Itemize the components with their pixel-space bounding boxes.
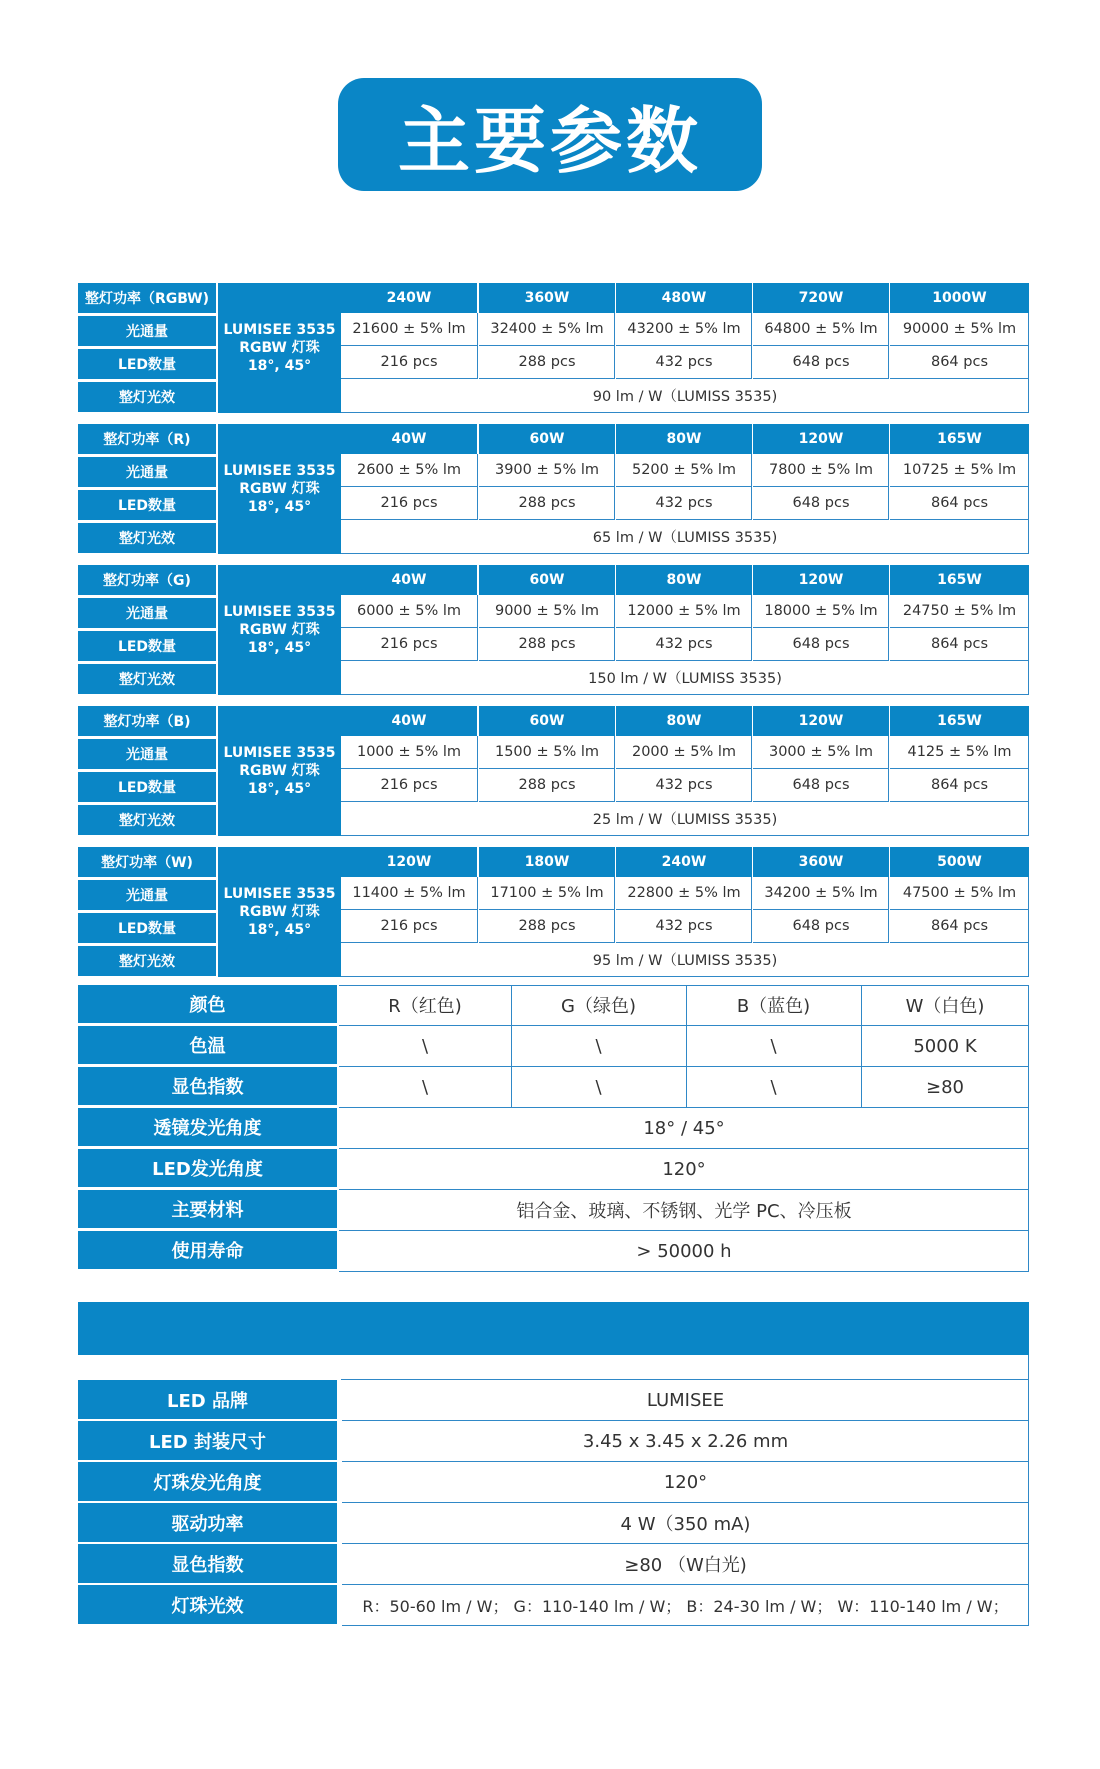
flux-cell: 90000 ± 5% lm xyxy=(890,313,1029,346)
model-line: 18°, 45° xyxy=(247,358,312,374)
power-header: 120W xyxy=(753,706,889,736)
title-banner xyxy=(338,78,762,191)
led-value: LUMISEE xyxy=(342,1380,1029,1421)
spec-value: \ xyxy=(339,1067,511,1108)
power-header: 80W xyxy=(616,706,752,736)
row-label: 整灯光效 xyxy=(78,946,216,976)
spec-value: 18° / 45° xyxy=(339,1108,1029,1149)
spec-label: 显色指数 xyxy=(78,1067,337,1105)
spec-value: \ xyxy=(511,1067,686,1108)
model-line: 18°, 45° xyxy=(247,499,312,515)
count-cell: 432 pcs xyxy=(616,910,752,943)
led-label: 灯珠光效 xyxy=(78,1585,337,1624)
led-value: ≥80 （W白光) xyxy=(342,1544,1029,1585)
power-header: 120W xyxy=(341,847,477,877)
power-label: 整灯功率（G) xyxy=(78,565,216,595)
flux-cell: 24750 ± 5% lm xyxy=(890,595,1029,628)
flux-cell: 1500 ± 5% lm xyxy=(479,736,615,769)
right-border xyxy=(1028,985,1029,1272)
flux-cell: 21600 ± 5% lm xyxy=(341,313,477,346)
flux-cell: 2600 ± 5% lm xyxy=(341,454,477,487)
power-header: 165W xyxy=(890,706,1029,736)
power-header: 240W xyxy=(616,847,752,877)
model-line: RGBW 灯珠 xyxy=(239,763,320,779)
row-label: LED数量 xyxy=(78,913,216,943)
model-line: RGBW 灯珠 xyxy=(239,622,320,638)
spec-value: B（蓝色) xyxy=(686,985,861,1026)
power-header: 240W xyxy=(341,283,477,313)
power-header: 40W xyxy=(341,706,477,736)
flux-cell: 5200 ± 5% lm xyxy=(616,454,752,487)
column-divider xyxy=(751,313,752,379)
section-bar-gap xyxy=(341,1355,1029,1380)
column-divider xyxy=(888,736,889,802)
spec-value: > 50000 h xyxy=(339,1231,1029,1272)
flux-cell: 17100 ± 5% lm xyxy=(479,877,615,910)
spec-label: 颜色 xyxy=(78,985,337,1023)
spec-label: 使用寿命 xyxy=(78,1231,337,1269)
section-bar xyxy=(78,1302,1029,1355)
row-label: 光通量 xyxy=(78,598,216,628)
model-line: LUMISEE 3535 xyxy=(223,886,336,902)
column-divider xyxy=(477,877,478,943)
flux-cell: 3900 ± 5% lm xyxy=(479,454,615,487)
power-label: 整灯功率（RGBW) xyxy=(78,283,216,313)
spec-value: W（白色) xyxy=(861,985,1029,1026)
spec-table xyxy=(78,985,1029,1265)
flux-cell: 2000 ± 5% lm xyxy=(616,736,752,769)
power-label: 整灯功率（B) xyxy=(78,706,216,736)
model-cell xyxy=(218,706,341,836)
column-divider xyxy=(614,736,615,802)
count-cell: 216 pcs xyxy=(341,628,477,661)
led-label: 灯珠发光角度 xyxy=(78,1462,337,1501)
spec-value: 5000 K xyxy=(861,1026,1029,1067)
count-cell: 864 pcs xyxy=(890,628,1029,661)
led-label: LED 封装尺寸 xyxy=(78,1421,337,1460)
power-header: 1000W xyxy=(890,283,1029,313)
model-line: 18°, 45° xyxy=(247,922,312,938)
model-line: LUMISEE 3535 xyxy=(223,322,336,338)
flux-cell: 32400 ± 5% lm xyxy=(479,313,615,346)
count-cell: 288 pcs xyxy=(479,346,615,379)
flux-cell: 4125 ± 5% lm xyxy=(890,736,1029,769)
spec-value: G（绿色) xyxy=(511,985,686,1026)
spec-value: \ xyxy=(511,1026,686,1067)
spec-value: \ xyxy=(686,1026,861,1067)
power-header: 40W xyxy=(341,565,477,595)
model-line: 18°, 45° xyxy=(247,781,312,797)
model-line: LUMISEE 3535 xyxy=(223,463,336,479)
power-header: 60W xyxy=(479,565,615,595)
row-label: 整灯光效 xyxy=(78,805,216,835)
row-label: LED数量 xyxy=(78,772,216,802)
efficacy-cell: 65 lm / W（LUMISS 3535) xyxy=(341,520,1029,554)
power-table-0 xyxy=(78,283,1029,413)
efficacy-cell: 90 lm / W（LUMISS 3535) xyxy=(341,379,1029,413)
count-cell: 288 pcs xyxy=(479,910,615,943)
model-cell xyxy=(218,424,341,554)
column-divider xyxy=(686,985,687,1108)
spec-value: R（红色) xyxy=(339,985,511,1026)
power-header: 500W xyxy=(890,847,1029,877)
count-cell: 288 pcs xyxy=(479,628,615,661)
column-divider xyxy=(614,877,615,943)
count-cell: 216 pcs xyxy=(341,346,477,379)
led-label: 驱动功率 xyxy=(78,1503,337,1542)
spec-label: 色温 xyxy=(78,1026,337,1064)
led-value: 120° xyxy=(342,1462,1029,1503)
count-cell: 216 pcs xyxy=(341,487,477,520)
row-label: 光通量 xyxy=(78,316,216,346)
flux-cell: 64800 ± 5% lm xyxy=(753,313,889,346)
spec-value: ≥80 xyxy=(861,1067,1029,1108)
model-line: 18°, 45° xyxy=(247,640,312,656)
count-cell: 432 pcs xyxy=(616,346,752,379)
efficacy-cell: 150 lm / W（LUMISS 3535) xyxy=(341,661,1029,695)
flux-cell: 18000 ± 5% lm xyxy=(753,595,889,628)
model-cell xyxy=(218,847,341,977)
power-table-2 xyxy=(78,565,1029,695)
row-label: LED数量 xyxy=(78,631,216,661)
power-header: 480W xyxy=(616,283,752,313)
flux-cell: 11400 ± 5% lm xyxy=(341,877,477,910)
spec-value: 120° xyxy=(339,1149,1029,1190)
flux-cell: 7800 ± 5% lm xyxy=(753,454,889,487)
flux-cell: 10725 ± 5% lm xyxy=(890,454,1029,487)
spec-value: \ xyxy=(686,1067,861,1108)
column-divider xyxy=(614,313,615,379)
column-divider xyxy=(888,877,889,943)
flux-cell: 6000 ± 5% lm xyxy=(341,595,477,628)
power-header: 165W xyxy=(890,565,1029,595)
power-table-4 xyxy=(78,847,1029,977)
column-divider xyxy=(477,736,478,802)
spec-value: \ xyxy=(339,1026,511,1067)
count-cell: 864 pcs xyxy=(890,346,1029,379)
power-label: 整灯功率（W) xyxy=(78,847,216,877)
power-table-1 xyxy=(78,424,1029,554)
flux-cell: 34200 ± 5% lm xyxy=(753,877,889,910)
row-label: LED数量 xyxy=(78,349,216,379)
count-cell: 432 pcs xyxy=(616,769,752,802)
led-value: 4 W（350 mA) xyxy=(342,1503,1029,1544)
count-cell: 288 pcs xyxy=(479,769,615,802)
flux-cell: 47500 ± 5% lm xyxy=(890,877,1029,910)
count-cell: 648 pcs xyxy=(753,628,889,661)
column-divider xyxy=(614,595,615,661)
column-divider xyxy=(477,454,478,520)
power-header: 360W xyxy=(479,283,615,313)
power-header: 40W xyxy=(341,424,477,454)
column-divider xyxy=(477,595,478,661)
count-cell: 216 pcs xyxy=(341,769,477,802)
flux-cell: 9000 ± 5% lm xyxy=(479,595,615,628)
led-value: R：50-60 lm / W； G：110-140 lm / W； B：24-30 lm / W； W：110-140 lm / W； xyxy=(342,1585,1029,1626)
column-divider xyxy=(861,985,862,1108)
count-cell: 864 pcs xyxy=(890,910,1029,943)
column-divider xyxy=(888,313,889,379)
column-divider xyxy=(751,595,752,661)
led-label: 显色指数 xyxy=(78,1544,337,1583)
column-divider xyxy=(751,454,752,520)
power-label: 整灯功率（R) xyxy=(78,424,216,454)
led-value: 3.45 x 3.45 x 2.26 mm xyxy=(342,1421,1029,1462)
flux-cell: 22800 ± 5% lm xyxy=(616,877,752,910)
count-cell: 432 pcs xyxy=(616,487,752,520)
count-cell: 432 pcs xyxy=(616,628,752,661)
spec-value: 铝合金、玻璃、不锈钢、光学 PC、冷压板 xyxy=(339,1190,1029,1231)
power-header: 120W xyxy=(753,424,889,454)
led-spec-table xyxy=(78,1380,1029,1626)
count-cell: 864 pcs xyxy=(890,769,1029,802)
row-label: 光通量 xyxy=(78,739,216,769)
top-border xyxy=(339,985,1029,986)
flux-cell: 1000 ± 5% lm xyxy=(341,736,477,769)
column-divider xyxy=(888,454,889,520)
model-line: LUMISEE 3535 xyxy=(223,745,336,761)
count-cell: 864 pcs xyxy=(890,487,1029,520)
power-header: 80W xyxy=(616,565,752,595)
right-border xyxy=(1028,1380,1029,1626)
model-cell xyxy=(218,565,341,695)
column-divider xyxy=(751,877,752,943)
efficacy-cell: 25 lm / W（LUMISS 3535) xyxy=(341,802,1029,836)
power-header: 120W xyxy=(753,565,889,595)
flux-cell: 43200 ± 5% lm xyxy=(616,313,752,346)
spec-label: 主要材料 xyxy=(78,1190,337,1228)
model-line: RGBW 灯珠 xyxy=(239,481,320,497)
model-line: LUMISEE 3535 xyxy=(223,604,336,620)
column-divider xyxy=(751,736,752,802)
model-line: RGBW 灯珠 xyxy=(239,340,320,356)
row-label: 光通量 xyxy=(78,457,216,487)
count-cell: 648 pcs xyxy=(753,346,889,379)
power-table-3 xyxy=(78,706,1029,836)
spec-label: 透镜发光角度 xyxy=(78,1108,337,1146)
flux-cell: 12000 ± 5% lm xyxy=(616,595,752,628)
power-header: 720W xyxy=(753,283,889,313)
column-divider xyxy=(614,454,615,520)
power-header: 180W xyxy=(479,847,615,877)
count-cell: 648 pcs xyxy=(753,487,889,520)
power-header: 60W xyxy=(479,706,615,736)
model-cell xyxy=(218,283,341,413)
count-cell: 648 pcs xyxy=(753,910,889,943)
row-label: LED数量 xyxy=(78,490,216,520)
column-divider xyxy=(477,313,478,379)
efficacy-cell: 95 lm / W（LUMISS 3535) xyxy=(341,943,1029,977)
row-label: 整灯光效 xyxy=(78,664,216,694)
power-header: 360W xyxy=(753,847,889,877)
column-divider xyxy=(888,595,889,661)
led-label: LED 品牌 xyxy=(78,1380,337,1419)
model-line: RGBW 灯珠 xyxy=(239,904,320,920)
column-divider xyxy=(511,985,512,1108)
page-title: 主要参数 xyxy=(397,98,702,183)
count-cell: 216 pcs xyxy=(341,910,477,943)
power-header: 80W xyxy=(616,424,752,454)
row-label: 整灯光效 xyxy=(78,523,216,553)
count-cell: 648 pcs xyxy=(753,769,889,802)
power-header: 60W xyxy=(479,424,615,454)
row-label: 光通量 xyxy=(78,880,216,910)
power-header: 165W xyxy=(890,424,1029,454)
count-cell: 288 pcs xyxy=(479,487,615,520)
row-label: 整灯光效 xyxy=(78,382,216,412)
flux-cell: 3000 ± 5% lm xyxy=(753,736,889,769)
spec-label: LED发光角度 xyxy=(78,1149,337,1187)
